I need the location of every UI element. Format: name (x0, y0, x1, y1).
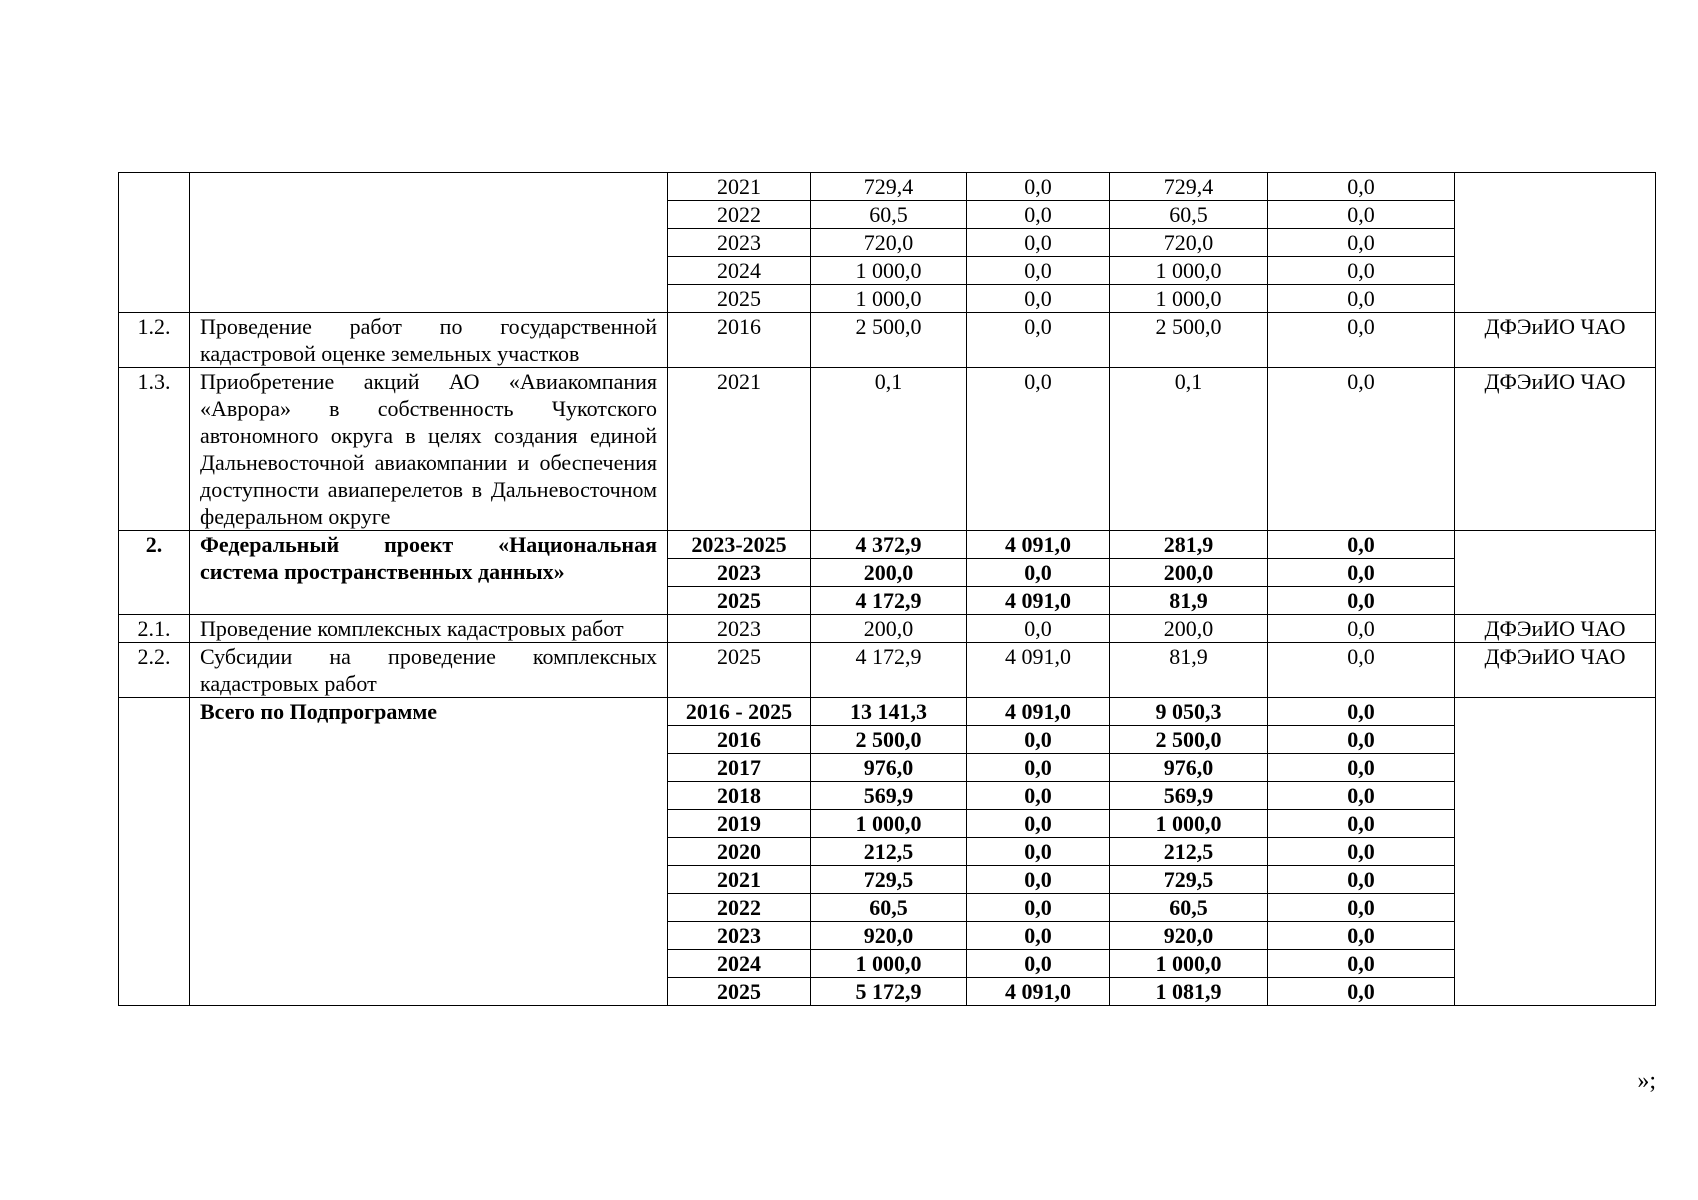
year-cell: 2025 (668, 978, 811, 1006)
year-cell: 2018 (668, 782, 811, 810)
okrug-cell: 729,5 (1110, 866, 1268, 894)
federal-cell: 0,0 (967, 894, 1110, 922)
other-cell: 0,0 (1268, 257, 1455, 285)
federal-cell: 0,0 (967, 257, 1110, 285)
okrug-cell: 81,9 (1110, 587, 1268, 615)
year-cell: 2023 (668, 229, 811, 257)
okrug-cell: 920,0 (1110, 922, 1268, 950)
table-row (119, 313, 1656, 368)
okrug-cell: 60,5 (1110, 894, 1268, 922)
federal-cell: 0,0 (967, 838, 1110, 866)
federal-cell: 0,0 (967, 229, 1110, 257)
executor-cell (1455, 173, 1656, 313)
executor-cell: ДФЭиИО ЧАО (1455, 368, 1656, 531)
federal-cell: 0,0 (967, 313, 1110, 368)
index-cell (119, 698, 190, 1006)
total-label-cell: Всего по Подпрограмме (190, 698, 668, 1006)
total-cell: 5 172,9 (811, 978, 967, 1006)
total-cell: 2 500,0 (811, 313, 967, 368)
table-row (119, 643, 1656, 698)
year-cell: 2016 - 2025 (668, 698, 811, 726)
other-cell: 0,0 (1268, 173, 1455, 201)
table-row (119, 368, 1656, 531)
total-cell: 1 000,0 (811, 810, 967, 838)
name-cell: Приобретение акций АО «Авиакомпания «Аврора» в собственность Чукотского автономного округа в целях создания единой Дальневосточной авиакомпании и обеспечения доступности авиаперелетов в Дальневосточном федеральном округе (190, 368, 668, 531)
total-cell: 729,5 (811, 866, 967, 894)
okrug-cell: 200,0 (1110, 615, 1268, 643)
year-cell: 2020 (668, 838, 811, 866)
executor-cell (1455, 531, 1656, 615)
other-cell: 0,0 (1268, 698, 1455, 726)
year-cell: 2025 (668, 285, 811, 313)
name-cell: Субсидии на проведение комплексных кадастровых работ (190, 643, 668, 698)
federal-cell: 0,0 (967, 285, 1110, 313)
closing-quote-mark: »; (1637, 1068, 1656, 1094)
total-cell: 1 000,0 (811, 285, 967, 313)
other-cell: 0,0 (1268, 201, 1455, 229)
subprogram-budget-table (118, 172, 1656, 1006)
year-cell: 2025 (668, 587, 811, 615)
federal-cell: 4 091,0 (967, 643, 1110, 698)
year-cell: 2023 (668, 922, 811, 950)
federal-cell: 4 091,0 (967, 531, 1110, 559)
other-cell: 0,0 (1268, 810, 1455, 838)
other-cell: 0,0 (1268, 368, 1455, 531)
year-cell: 2024 (668, 257, 811, 285)
federal-cell: 0,0 (967, 726, 1110, 754)
federal-cell: 0,0 (967, 782, 1110, 810)
index-cell: 1.2. (119, 313, 190, 368)
total-cell: 60,5 (811, 201, 967, 229)
year-cell: 2022 (668, 201, 811, 229)
federal-cell: 0,0 (967, 173, 1110, 201)
other-cell: 0,0 (1268, 559, 1455, 587)
okrug-cell: 729,4 (1110, 173, 1268, 201)
year-cell: 2021 (668, 866, 811, 894)
okrug-cell: 81,9 (1110, 643, 1268, 698)
federal-cell: 4 091,0 (967, 587, 1110, 615)
executor-cell: ДФЭиИО ЧАО (1455, 615, 1656, 643)
okrug-cell: 60,5 (1110, 201, 1268, 229)
total-cell: 569,9 (811, 782, 967, 810)
name-cell (190, 173, 668, 313)
other-cell: 0,0 (1268, 754, 1455, 782)
total-cell: 2 500,0 (811, 726, 967, 754)
year-cell: 2019 (668, 810, 811, 838)
federal-cell: 0,0 (967, 922, 1110, 950)
okrug-cell: 1 000,0 (1110, 810, 1268, 838)
total-cell: 1 000,0 (811, 950, 967, 978)
okrug-cell: 212,5 (1110, 838, 1268, 866)
executor-cell: ДФЭиИО ЧАО (1455, 313, 1656, 368)
total-cell: 720,0 (811, 229, 967, 257)
other-cell: 0,0 (1268, 950, 1455, 978)
other-cell: 0,0 (1268, 922, 1455, 950)
table-row (119, 173, 1656, 201)
year-cell: 2016 (668, 313, 811, 368)
total-cell: 976,0 (811, 754, 967, 782)
total-cell: 1 000,0 (811, 257, 967, 285)
okrug-cell: 0,1 (1110, 368, 1268, 531)
year-cell: 2023 (668, 559, 811, 587)
okrug-cell: 2 500,0 (1110, 726, 1268, 754)
okrug-cell: 569,9 (1110, 782, 1268, 810)
index-cell: 2.1. (119, 615, 190, 643)
federal-cell: 0,0 (967, 559, 1110, 587)
total-cell: 200,0 (811, 615, 967, 643)
federal-cell: 0,0 (967, 950, 1110, 978)
name-cell: Федеральный проект «Национальная система пространственных данных» (190, 531, 668, 615)
name-cell: Проведение работ по государственной кадастровой оценке земельных участков (190, 313, 668, 368)
index-cell (119, 173, 190, 313)
year-cell: 2024 (668, 950, 811, 978)
index-cell: 2.2. (119, 643, 190, 698)
index-cell: 2. (119, 531, 190, 615)
federal-cell: 0,0 (967, 754, 1110, 782)
year-cell: 2017 (668, 754, 811, 782)
okrug-cell: 2 500,0 (1110, 313, 1268, 368)
okrug-cell: 200,0 (1110, 559, 1268, 587)
executor-cell: ДФЭиИО ЧАО (1455, 643, 1656, 698)
total-cell: 13 141,3 (811, 698, 967, 726)
other-cell: 0,0 (1268, 615, 1455, 643)
year-cell: 2021 (668, 368, 811, 531)
okrug-cell: 1 000,0 (1110, 950, 1268, 978)
other-cell: 0,0 (1268, 229, 1455, 257)
okrug-cell: 1 000,0 (1110, 257, 1268, 285)
year-cell: 2016 (668, 726, 811, 754)
okrug-cell: 720,0 (1110, 229, 1268, 257)
other-cell: 0,0 (1268, 643, 1455, 698)
year-cell: 2021 (668, 173, 811, 201)
federal-cell: 0,0 (967, 810, 1110, 838)
okrug-cell: 9 050,3 (1110, 698, 1268, 726)
total-cell: 212,5 (811, 838, 967, 866)
other-cell: 0,0 (1268, 894, 1455, 922)
federal-cell: 0,0 (967, 368, 1110, 531)
table-row (119, 698, 1656, 726)
other-cell: 0,0 (1268, 726, 1455, 754)
name-cell: Проведение комплексных кадастровых работ (190, 615, 668, 643)
okrug-cell: 1 081,9 (1110, 978, 1268, 1006)
table-row (119, 531, 1656, 559)
total-cell: 200,0 (811, 559, 967, 587)
total-cell: 60,5 (811, 894, 967, 922)
table-row (119, 615, 1656, 643)
total-cell: 0,1 (811, 368, 967, 531)
other-cell: 0,0 (1268, 838, 1455, 866)
executor-cell (1455, 698, 1656, 1006)
total-cell: 4 172,9 (811, 643, 967, 698)
other-cell: 0,0 (1268, 285, 1455, 313)
okrug-cell: 281,9 (1110, 531, 1268, 559)
total-cell: 4 372,9 (811, 531, 967, 559)
federal-cell: 0,0 (967, 866, 1110, 894)
total-cell: 920,0 (811, 922, 967, 950)
other-cell: 0,0 (1268, 978, 1455, 1006)
other-cell: 0,0 (1268, 782, 1455, 810)
federal-cell: 0,0 (967, 615, 1110, 643)
year-cell: 2022 (668, 894, 811, 922)
total-cell: 4 172,9 (811, 587, 967, 615)
federal-cell: 4 091,0 (967, 978, 1110, 1006)
federal-cell: 4 091,0 (967, 698, 1110, 726)
okrug-cell: 1 000,0 (1110, 285, 1268, 313)
other-cell: 0,0 (1268, 531, 1455, 559)
year-cell: 2025 (668, 643, 811, 698)
index-cell: 1.3. (119, 368, 190, 531)
year-cell: 2023 (668, 615, 811, 643)
okrug-cell: 976,0 (1110, 754, 1268, 782)
other-cell: 0,0 (1268, 866, 1455, 894)
other-cell: 0,0 (1268, 313, 1455, 368)
federal-cell: 0,0 (967, 201, 1110, 229)
other-cell: 0,0 (1268, 587, 1455, 615)
year-cell: 2023-2025 (668, 531, 811, 559)
total-cell: 729,4 (811, 173, 967, 201)
